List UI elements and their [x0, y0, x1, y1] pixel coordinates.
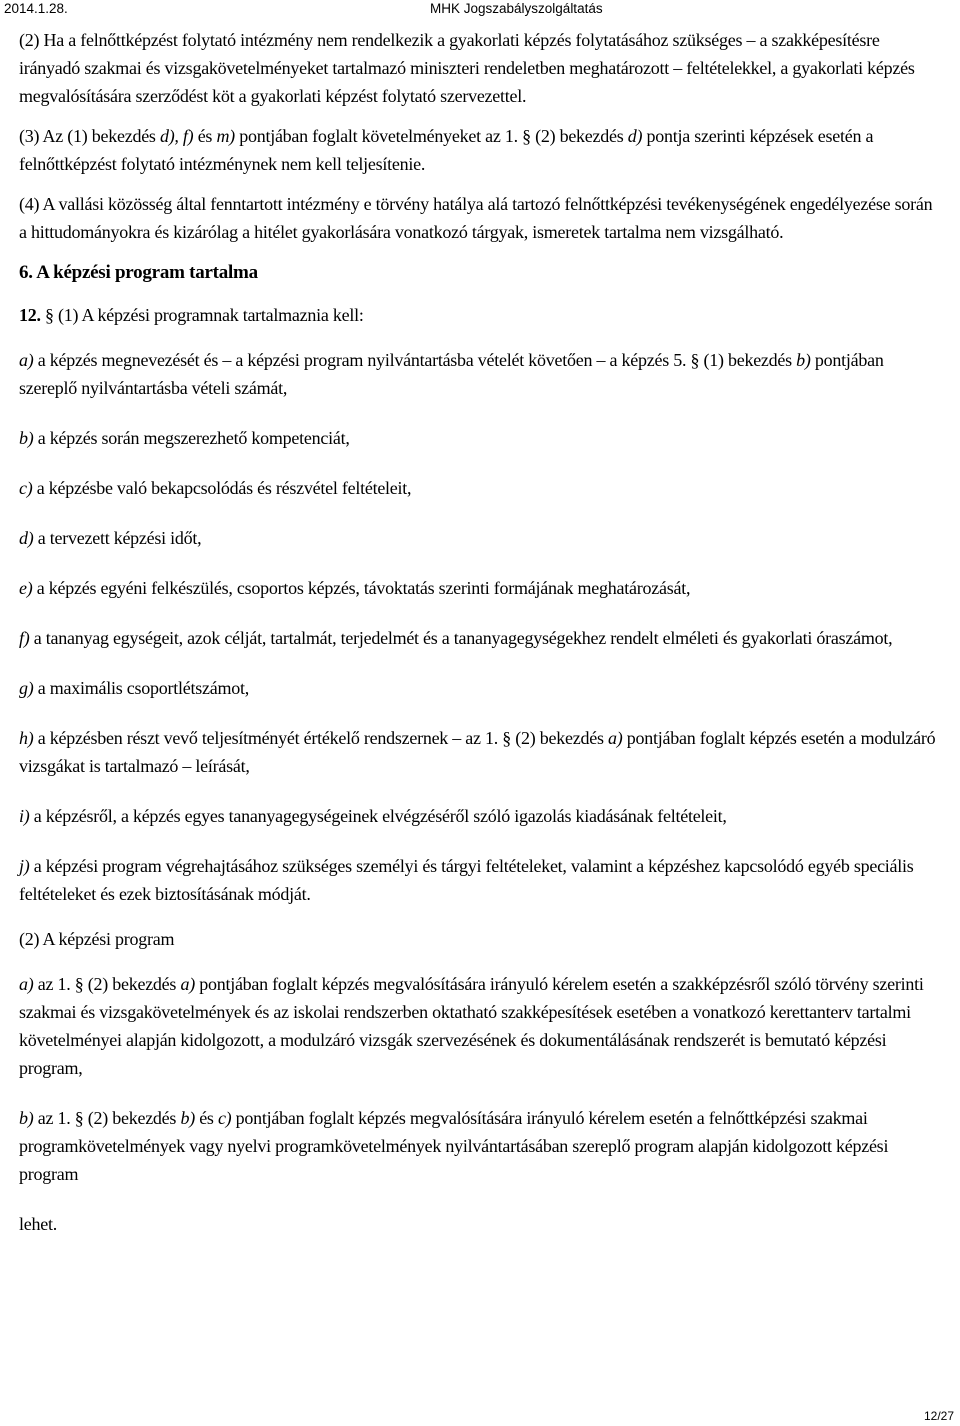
item-letter: j) — [19, 856, 30, 876]
list-item — [19, 424, 939, 452]
closing-word: lehet. — [19, 1214, 57, 1234]
italic-run: d), f) — [159, 126, 194, 146]
page-number: 12/27 — [923, 1409, 954, 1423]
italic-run: b) — [796, 350, 811, 370]
list-item — [19, 346, 939, 402]
item-letter: a) — [19, 974, 34, 994]
site-title: MHK Jogszabályszolgáltatás — [430, 1, 603, 16]
italic-run: m) — [216, 126, 235, 146]
text-run: és — [193, 126, 217, 146]
text-run: a tananyag egységeit, azok célját, tartalmát, terjedelmét és a tananyagegységekhez rendelt elméleti és gyakorlati óraszámot, — [29, 628, 893, 648]
text-run: a képzés egyéni felkészülés, csoportos képzés, távoktatás szerinti formájának meghatározását, — [32, 578, 691, 598]
item-letter: c) — [19, 478, 33, 498]
item-letter: g) — [19, 678, 34, 698]
list-item — [19, 574, 939, 602]
text-run: az 1. § (2) bekezdés — [33, 974, 181, 994]
text-run: pontjában foglalt képzés esetén a modulzáró vizsgákat is tartalmazó – leírását, — [19, 728, 936, 776]
text-run: (3) Az (1) bekezdés — [19, 126, 160, 146]
italic-run: c) — [217, 1108, 232, 1128]
text-run: a tervezett képzési időt, — [33, 528, 202, 548]
item-letter: e) — [19, 578, 33, 598]
text-run: pontjában szereplő nyilvántartásba vételi számát, — [19, 350, 884, 398]
item-letter: h) — [19, 728, 34, 748]
text-run: a képzésről, a képzés egyes tananyagegységeinek elvégzéséről szóló igazolás kiadásának feltételeit, — [29, 806, 727, 826]
text-run: a képzés megnevezését és – a képzési program nyilvántartásba vételét követően – a képzés 5. § (1) bekezdés — [33, 350, 797, 370]
italic-run: a) — [607, 728, 623, 748]
document-body — [19, 26, 939, 1238]
italic-run: b) — [180, 1108, 195, 1128]
item-letter: b) — [19, 1108, 34, 1128]
text-run: pontjában foglalt követelményeket az 1. § (2) bekezdés — [234, 126, 628, 146]
list-item — [19, 802, 939, 830]
item-letter: b) — [19, 428, 34, 448]
list-item — [19, 474, 939, 502]
section-heading: 6. A képzési program tartalma — [19, 262, 258, 283]
list-item — [19, 1104, 939, 1188]
paragraph: (4) A vallási közösség által fenntartott intézmény e törvény hatálya alá tartozó felnőttképzési tevékenységének engedélyezése során a hittudományokra és kizárólag a hitélet gyakorlására vonatkozó tárgyak, ismeretek tartalma nem vizsgálható. — [19, 194, 933, 242]
text-run: pontjában foglalt képzés megvalósítására irányuló kérelem esetén a szakképzésről szóló törvény szerinti szakmai és vizsgakövetelmények és az iskolai rendszerben oktatható szakképesítések esetében a vonatkozó kerettanterv tartalmi követelményei alapján kidolgozott, a modulzáró vizsgák szervezésének és dokumentálásának rendszerét is bemutató képzési program, — [19, 974, 924, 1078]
list-item — [19, 852, 939, 908]
item-letter: i) — [19, 806, 30, 826]
text-run: a képzési program végrehajtásához szükséges személyi és tárgyi feltételeket, valamint a képzéshez kapcsolódó egyéb speciális feltételeket és ezek biztosításának módját. — [19, 856, 914, 904]
section-number: 12. — [19, 305, 41, 325]
list-item — [19, 524, 939, 552]
section-paragraph — [19, 301, 939, 329]
item-letter: a) — [19, 350, 34, 370]
text-run: pontjában foglalt képzés megvalósítására irányuló kérelem esetén a felnőttképzési szakmai programkövetelmények vagy nyelvi programkövetelmények nyilvántartásában szereplő program alapján kidolgozott képzési program — [19, 1108, 889, 1184]
text-run: a maximális csoportlétszámot, — [33, 678, 249, 698]
text-run: a képzésbe való bekapcsolódás és részvétel feltételeit, — [32, 478, 412, 498]
text-run: pontja szerinti képzések esetén a felnőttképzést folytató intézménynek nem kell teljesítenie. — [19, 126, 874, 174]
paragraph: (2) Ha a felnőttképzést folytató intézmény nem rendelkezik a gyakorlati képzés folytatásához szükséges – a szakképesítésre irányadó szakmai és vizsgakövetelményeket tartalmazó miniszteri rendeletben meghatározott – feltételekkel, a gyakorlati képzés megvalósítására szerződést köt a gyakorlati képzést folytató szervezettel. — [19, 30, 915, 106]
print-date: 2014.1.28. — [4, 1, 68, 16]
text-run: a képzésben részt vevő teljesítményét értékelő rendszernek – az 1. § (2) bekezdés — [33, 728, 608, 748]
list-item — [19, 624, 939, 652]
subsection-intro: (2) A képzési program — [19, 929, 175, 949]
italic-run: a) — [180, 974, 195, 994]
text-run: és — [194, 1108, 218, 1128]
list-item — [19, 970, 939, 1082]
list-item — [19, 724, 939, 780]
text-run: a képzés során megszerezhető kompetenciát, — [33, 428, 350, 448]
text-run: § (1) A képzési programnak tartalmaznia kell: — [40, 305, 364, 325]
italic-run: d) — [627, 126, 643, 146]
item-letter: f) — [19, 628, 30, 648]
text-run: az 1. § (2) bekezdés — [33, 1108, 181, 1128]
page-header — [0, 0, 960, 20]
item-letter: d) — [19, 528, 34, 548]
paragraph — [19, 122, 939, 178]
list-item — [19, 674, 939, 702]
